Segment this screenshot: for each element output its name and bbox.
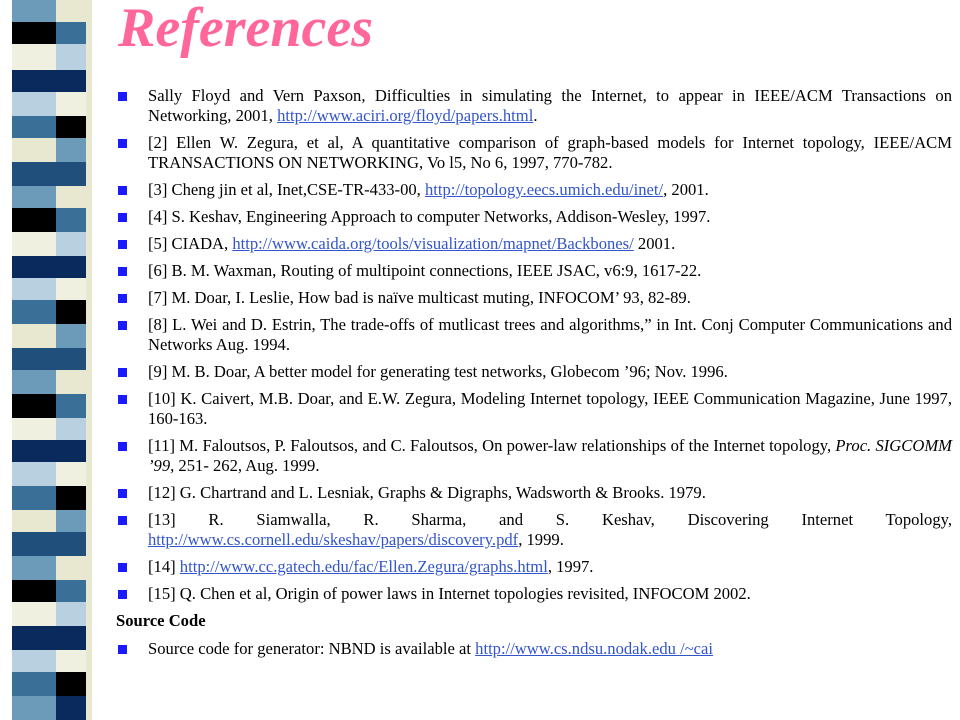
- stripe-block: [56, 0, 86, 22]
- stripe-block: [56, 208, 86, 232]
- stripe-block: [56, 44, 86, 70]
- references-content: [116, 86, 952, 666]
- stripe-block: [56, 626, 86, 650]
- reference-item: [116, 584, 952, 604]
- reference-item: [116, 436, 952, 476]
- stripe-block: [56, 138, 86, 162]
- bullet-icon: [118, 213, 127, 222]
- reference-text: [11] M. Faloutsos, P. Faloutsos, and C. Faloutsos, On power-law relationships of the Internet topology,: [148, 436, 836, 455]
- source-text: Source code for generator: NBND is available at: [148, 639, 476, 658]
- reference-text: , 251- 262, Aug. 1999.: [170, 456, 320, 475]
- reference-item: [116, 207, 952, 227]
- stripe-block: [12, 22, 56, 44]
- reference-item: [116, 234, 952, 254]
- reference-text: .: [533, 106, 538, 125]
- bullet-icon: [118, 92, 127, 101]
- stripe-block: [12, 510, 56, 532]
- stripe-block: [56, 348, 86, 370]
- stripe-block: [12, 418, 56, 440]
- reference-item: [116, 557, 952, 577]
- stripe-block: [56, 70, 86, 92]
- reference-text: [12] G. Chartrand and L. Lesniak, Graphs & Digraphs, Wadsworth & Brooks. 1979.: [148, 483, 706, 502]
- stripe-block: [12, 300, 56, 324]
- stripe-block: [12, 324, 56, 348]
- stripe-block: [12, 626, 56, 650]
- stripe-block: [12, 440, 56, 462]
- stripe-block: [12, 672, 56, 696]
- stripe-block: [56, 278, 86, 300]
- bullet-icon: [118, 395, 127, 404]
- stripe-block: [56, 186, 86, 208]
- reference-link[interactable]: http://www.cc.gatech.edu/fac/Ellen.Zegura/graphs.html: [179, 557, 548, 576]
- stripe-block: [12, 116, 56, 138]
- reference-item: [116, 362, 952, 382]
- stripe-block: [56, 532, 86, 556]
- stripe-block: [56, 22, 86, 44]
- bullet-icon: [118, 294, 127, 303]
- references-list: [116, 86, 952, 604]
- stripe-block: [56, 580, 86, 602]
- reference-text: , 1999.: [518, 530, 564, 549]
- stripe-block: [56, 696, 86, 720]
- bullet-icon: [118, 267, 127, 276]
- stripe-block: [56, 486, 86, 510]
- source-item: [116, 639, 952, 659]
- reference-text: [5] CIADA,: [148, 234, 233, 253]
- stripe-block: [56, 394, 86, 418]
- reference-item: [116, 86, 952, 126]
- stripe-block: [12, 232, 56, 256]
- reference-text: [10] K. Caivert, M.B. Doar, and E.W. Zegura, Modeling Internet topology, IEEE Communication Magazine, June 1997, 160-163.: [148, 389, 952, 428]
- stripe-block: [12, 70, 56, 92]
- reference-item: [116, 133, 952, 173]
- stripe-block: [12, 44, 56, 70]
- reference-item: [116, 483, 952, 503]
- reference-item: [116, 510, 952, 550]
- reference-item: [116, 315, 952, 355]
- reference-item: [116, 180, 952, 200]
- reference-text: Sally Floyd and Vern Paxson, Difficulties in simulating the Internet, to appear in IEEE/ACM Transactions on Networking, 2001,: [148, 86, 952, 125]
- stripe-block: [56, 672, 86, 696]
- reference-link[interactable]: http://topology.eecs.umich.edu/inet/: [424, 180, 664, 199]
- stripe-block: [12, 162, 56, 186]
- stripe-block: [56, 232, 86, 256]
- stripe-block: [12, 532, 56, 556]
- bullet-icon: [118, 139, 127, 148]
- stripe-rail: [86, 0, 92, 720]
- page-title: References: [118, 0, 374, 59]
- reference-link[interactable]: http://www.cs.cornell.edu/skeshav/papers/discovery.pdf: [148, 530, 519, 549]
- stripe-block: [12, 278, 56, 300]
- bullet-icon: [118, 186, 127, 195]
- stripe-block: [12, 462, 56, 486]
- reference-text: [4] S. Keshav, Engineering Approach to computer Networks, Addison-Wesley, 1997.: [148, 207, 711, 226]
- reference-text: [6] B. M. Waxman, Routing of multipoint connections, IEEE JSAC, v6:9, 1617-22.: [148, 261, 702, 280]
- stripe-block: [56, 462, 86, 486]
- stripe-block: [56, 602, 86, 626]
- reference-venue: Proc. SIGCOMM ’99: [148, 436, 952, 475]
- reference-item: [116, 389, 952, 429]
- reference-text: , 1997.: [547, 557, 594, 576]
- stripe-block: [12, 348, 56, 370]
- bullet-icon: [118, 489, 127, 498]
- reference-text: [3] Cheng jin et al, Inet,CSE-TR-433-00,: [148, 180, 425, 199]
- stripe-block: [12, 186, 56, 208]
- stripe-block: [56, 510, 86, 532]
- decorative-stripe-bar: [0, 0, 110, 720]
- reference-text: [7] M. Doar, I. Leslie, How bad is naïve multicast muting, INFOCOM’ 93, 82-89.: [148, 288, 691, 307]
- reference-text: , 2001.: [663, 180, 709, 199]
- reference-text: 2001.: [633, 234, 676, 253]
- stripe-block: [12, 92, 56, 116]
- stripe-block: [56, 556, 86, 580]
- reference-item: [116, 261, 952, 281]
- source-link[interactable]: http://www.cs.ndsu.nodak.edu /~cai: [475, 639, 714, 658]
- stripe-block: [12, 556, 56, 580]
- stripe-block: [56, 324, 86, 348]
- stripe-block: [56, 256, 86, 278]
- reference-link[interactable]: http://www.aciri.org/floyd/papers.html: [277, 106, 534, 125]
- stripe-block: [12, 138, 56, 162]
- bullet-icon: [118, 368, 127, 377]
- stripe-block: [56, 162, 86, 186]
- stripe-block: [12, 650, 56, 672]
- reference-text: [9] M. B. Doar, A better model for generating test networks, Globecom ’96; Nov. 1996.: [148, 362, 728, 381]
- stripe-block: [56, 650, 86, 672]
- reference-link[interactable]: http://www.caida.org/tools/visualization/mapnet/Backbones/: [232, 234, 634, 253]
- stripe-block: [12, 394, 56, 418]
- stripe-block: [12, 370, 56, 394]
- stripe-block: [56, 440, 86, 462]
- bullet-icon: [118, 321, 127, 330]
- stripe-block: [12, 208, 56, 232]
- source-list: [116, 639, 952, 659]
- stripe-block: [12, 486, 56, 510]
- bullet-icon: [118, 645, 127, 654]
- stripe-block: [12, 0, 56, 22]
- bullet-icon: [118, 240, 127, 249]
- stripe-block: [12, 256, 56, 278]
- stripe-block: [56, 370, 86, 394]
- reference-item: [116, 288, 952, 308]
- reference-text: [15] Q. Chen et al, Origin of power laws in Internet topologies revisited, INFOCOM 2002.: [148, 584, 751, 603]
- reference-text: [2] Ellen W. Zegura, et al, A quantitative comparison of graph-based models for Internet topology, IEEE/ACM TRANSACTIONS ON NETWORKING, Vo l5, No 6, 1997, 770-782.: [148, 133, 952, 172]
- stripe-block: [56, 116, 86, 138]
- bullet-icon: [118, 563, 127, 572]
- reference-text: [8] L. Wei and D. Estrin, The trade-offs of mutlicast trees and algorithms,” in Int. Conj Computer Communications and Networks Aug. 1994.: [148, 315, 952, 354]
- reference-text: [14]: [148, 557, 180, 576]
- stripe-block: [12, 580, 56, 602]
- section-heading: Source Code: [116, 611, 206, 630]
- reference-text: [13] R. Siamwalla, R. Sharma, and S. Keshav, Discovering Internet Topology,: [148, 510, 952, 529]
- stripe-block: [56, 418, 86, 440]
- stripe-block: [56, 300, 86, 324]
- stripe-block: [56, 92, 86, 116]
- bullet-icon: [118, 442, 127, 451]
- bullet-icon: [118, 516, 127, 525]
- stripe-block: [12, 602, 56, 626]
- stripe-block: [12, 696, 56, 720]
- bullet-icon: [118, 590, 127, 599]
